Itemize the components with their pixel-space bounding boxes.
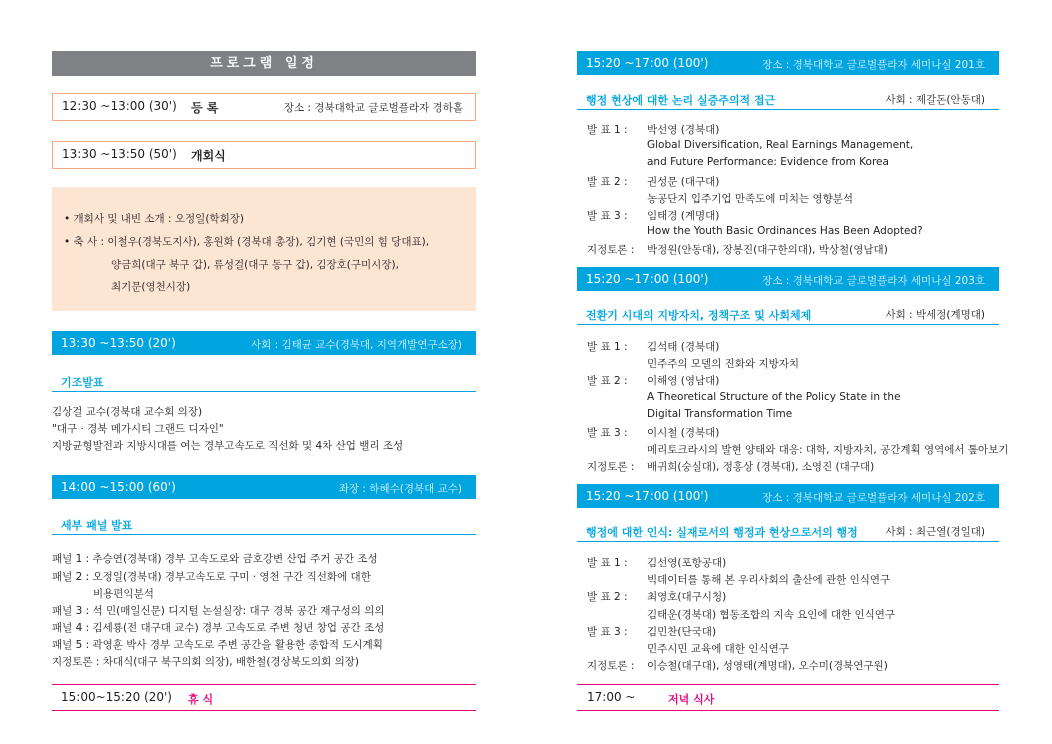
session-line-value: 이승철(대구대), 성영태(계명대), 오수미(경북연구원) <box>647 660 888 673</box>
registration-event: 등 록 <box>191 101 219 115</box>
keynote-time: 13:30 ~13:50 (20') <box>61 336 176 350</box>
session-line-value: 이해영 (영남대) <box>647 375 720 388</box>
break-event: 휴 식 <box>188 693 214 706</box>
session-201-header <box>577 51 999 75</box>
session-line-value: 임태경 (계명대) <box>647 210 720 222</box>
session-line-value: and Future Performance: Evidence from Korea <box>647 156 889 169</box>
session-line-key: 지정토론 : <box>587 660 635 673</box>
session-line-value: Digital Transformation Time <box>647 407 793 420</box>
session-201-subhead <box>577 87 999 110</box>
session-line-value: 빅데이터를 통해 본 우리사회의 출산에 관한 인식연구 <box>647 574 891 587</box>
keynote-line: 김상걸 교수(경북대 교수회 의장) <box>52 406 203 418</box>
session-line-key: 발 표 3 : <box>587 427 628 439</box>
keynote-line: 지방균형발전과 지방시대를 여는 경부고속도로 직선화 및 4차 산업 밸리 조성 <box>52 440 404 452</box>
session-line-key: 지정토론 : <box>587 244 635 257</box>
panel-time: 14:00 ~15:00 (60') <box>61 480 176 494</box>
ceremony-line-1: • 개회사 및 내빈 소개 : 오정일(학회장) <box>64 213 244 225</box>
program-title: 프로그램 일정 <box>52 51 476 76</box>
ceremony-line-2: • 축 사 : 이철우(경북도지사), 홍원화 (경북대 총장), 김기현 (국민의 힘 당대표), <box>64 236 430 248</box>
session-line-value: 민주주의 모델의 진화와 지방자치 <box>647 358 800 371</box>
panel-line: 패널 2 : 오정일(경북대) 경부고속도로 구미 · 영천 구간 직선화에 대한 <box>52 571 371 583</box>
session-line-value: 김민찬(단국대) <box>647 625 717 638</box>
session-line-value: 김선영(포항공대) <box>647 557 727 569</box>
session-time: 15:20 ~17:00 (100') <box>586 272 709 286</box>
session-line-value: Global Diversification, Real Earnings Management, <box>647 139 914 152</box>
panel-label: 세부 패널 발표 <box>61 519 133 532</box>
session-line-key: 지정토론 : <box>587 461 635 474</box>
session-202-subhead <box>577 519 999 542</box>
break-time: 15:00~15:20 (20') <box>61 690 172 704</box>
session-location: 장소 : 경북대학교 글로벌플라자 세미나실 203호 <box>762 275 985 287</box>
keynote-subhead <box>52 369 476 392</box>
session-line-value: 메리토크라시의 발현 양태와 대응: 대학, 지방자치, 공간계획 영역에서 톺아보기 <box>647 444 1009 457</box>
session-line-value: 김태운(경북대) 협동조합의 지속 요인에 대한 인식연구 <box>647 608 896 621</box>
session-line-value: A Theoretical Structure of the Policy State in the <box>647 390 901 403</box>
session-line-value: 민주시민 교육에 대한 인식연구 <box>647 643 789 655</box>
session-chair: 사회 : 최근열(경일대) <box>885 526 985 538</box>
session-line-key: 발 표 3 : <box>587 625 628 638</box>
panel-line: 패널 1 : 추승연(경북대) 경부 고속도로와 금호강변 산업 주거 공간 조성 <box>52 553 378 565</box>
session-location: 장소 : 경북대학교 글로벌플라자 세미나실 202호 <box>762 492 985 504</box>
session-line-value: How the Youth Basic Ordinances Has Been Adopted? <box>647 225 923 238</box>
session-line-value: 배귀희(숭실대), 정홍상 (경북대), 소영진 (대구대) <box>647 461 875 474</box>
panel-line: 비용편익분석 <box>93 588 154 600</box>
session-line-value: 권성문 (대구대) <box>647 175 720 188</box>
session-chair: 사회 : 박세정(계명대) <box>885 309 985 321</box>
keynote-line: "대구 · 경북 메가시티 그랜드 디자인" <box>52 423 224 435</box>
panel-header <box>52 475 476 499</box>
session-line-value: 최영호(대구시청) <box>647 591 727 604</box>
dinner-event: 저녁 식사 <box>668 693 715 706</box>
ceremony-box <box>52 187 476 311</box>
session-line-key: 발 표 2 : <box>587 375 628 388</box>
session-line-key: 발 표 3 : <box>587 210 628 222</box>
session-line-key: 발 표 1 : <box>587 557 628 569</box>
panel-line: 패널 5 : 곽영훈 박사 경부 고속도로 주변 공간을 활용한 종합적 도시계획 <box>52 639 383 651</box>
session-time: 15:20 ~17:00 (100') <box>586 489 709 503</box>
opening-time: 13:30 ~13:50 (50') <box>62 147 177 161</box>
keynote-chair: 사회 : 김태균 교수(경북대, 지역개발연구소장) <box>251 339 462 351</box>
break-top-rule <box>52 684 476 685</box>
panel-chair: 좌장 : 하혜수(경북대 교수) <box>338 483 462 495</box>
opening-event: 개회식 <box>191 149 226 163</box>
dinner-bottom-rule <box>577 710 999 711</box>
session-line-key: 발 표 1 : <box>587 124 628 136</box>
session-line-key: 발 표 1 : <box>587 341 628 353</box>
session-chair: 사회 : 제갈돈(안동대) <box>885 94 985 106</box>
session-line-value: 농공단지 입주기업 만족도에 미치는 영향분석 <box>647 192 854 205</box>
panel-line: 패널 3 : 석 민(매일신문) 디지털 논설실장: 대구 경북 공간 재구성의 의의 <box>52 605 385 617</box>
dinner-top-rule <box>577 684 999 685</box>
panel-subhead <box>52 512 476 535</box>
registration-row <box>52 93 476 121</box>
session-203-subhead <box>577 302 999 325</box>
panel-line: 패널 4 : 김세룡(전 대구대 교수) 경부 고속도로 주변 청년 창업 공간 조성 <box>52 622 385 634</box>
session-location: 장소 : 경북대학교 글로벌플라자 세미나실 201호 <box>762 59 985 71</box>
session-202-header <box>577 484 999 508</box>
session-time: 15:20 ~17:00 (100') <box>586 56 709 70</box>
break-bottom-rule <box>52 710 476 711</box>
session-203-header <box>577 267 999 291</box>
session-line-value: 김석태 (경북대) <box>647 341 720 353</box>
registration-time: 12:30 ~13:00 (30') <box>62 99 177 113</box>
session-line-value: 박정원(안동대), 장봉진(대구한의대), 박상철(영남대) <box>647 244 888 257</box>
session-line-key: 발 표 2 : <box>587 175 628 188</box>
ceremony-line-4: 최기문(영천시장) <box>111 281 191 293</box>
session-title: 전환기 시대의 지방자치, 정책구조 및 사회체제 <box>586 309 812 322</box>
panel-line: 지정토론 : 차대식(대구 북구의회 의장), 배한철(경상북도의회 의장) <box>52 656 360 668</box>
session-line-key: 발 표 2 : <box>587 591 628 604</box>
session-line-value: 이시철 (경북대) <box>647 427 720 439</box>
session-title: 행정 현상에 대한 논리 실증주의적 접근 <box>586 94 776 107</box>
keynote-label: 기조발표 <box>61 376 104 389</box>
keynote-header <box>52 331 476 355</box>
opening-row <box>52 141 476 169</box>
ceremony-line-3: 양금희(대구 북구 갑), 류성걸(대구 동구 갑), 김장호(구미시장), <box>111 259 399 271</box>
session-line-value: 박선영 (경북대) <box>647 124 720 136</box>
registration-location: 장소 : 경북대학교 글로벌플라자 경하홀 <box>283 102 463 114</box>
dinner-time: 17:00 ~ <box>587 690 636 704</box>
session-title: 행정에 대한 인식: 실재로서의 행정과 현상으로서의 행정 <box>586 526 858 539</box>
